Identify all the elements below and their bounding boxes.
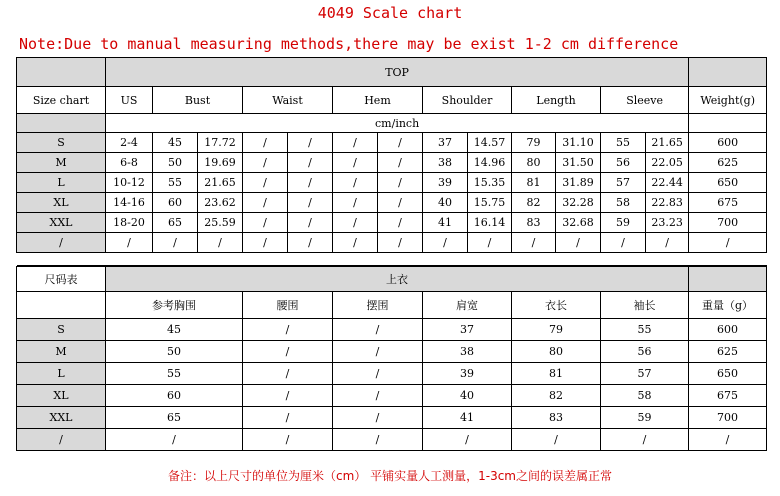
value-cell: 57: [601, 363, 689, 385]
table-row: [17, 385, 767, 407]
value-cell: /: [333, 341, 423, 363]
value-cell: /: [556, 233, 601, 253]
size-cell: M: [17, 153, 106, 173]
value-cell: 57: [601, 173, 646, 193]
value-cell: 58: [601, 193, 646, 213]
size-cell: M: [17, 341, 106, 363]
size-cell: XL: [17, 193, 106, 213]
size-cell: L: [17, 363, 106, 385]
value-cell: 65: [153, 213, 198, 233]
value-cell: /: [243, 153, 288, 173]
value-cell: 59: [601, 407, 689, 429]
value-cell: 31.89: [556, 173, 601, 193]
value-cell: 56: [601, 153, 646, 173]
value-cell: 55: [106, 363, 243, 385]
value-cell: 82: [512, 193, 556, 213]
value-cell: 60: [153, 193, 198, 213]
value-cell: /: [243, 193, 288, 213]
table1-body: [17, 133, 767, 253]
value-cell: 23.23: [646, 213, 689, 233]
size-cell: XXL: [17, 407, 106, 429]
value-cell: 22.05: [646, 153, 689, 173]
table-row: [17, 193, 767, 213]
table-row: [17, 233, 767, 253]
value-cell: 675: [689, 193, 767, 213]
header-waist: Waist: [243, 87, 333, 114]
value-cell: 79: [512, 133, 556, 153]
value-cell: 22.44: [646, 173, 689, 193]
value-cell: /: [378, 173, 423, 193]
table-row: [17, 173, 767, 193]
header-sleeve: Sleeve: [601, 87, 689, 114]
value-cell: 37: [423, 319, 512, 341]
value-cell: 80: [512, 341, 601, 363]
value-cell: /: [288, 193, 333, 213]
value-cell: /: [106, 233, 153, 253]
value-cell: /: [512, 429, 601, 451]
value-cell: 31.50: [556, 153, 601, 173]
value-cell: /: [243, 341, 333, 363]
value-cell: 55: [601, 133, 646, 153]
size-cell: /: [17, 429, 106, 451]
cn-corner-right: [689, 267, 767, 292]
value-cell: 23.62: [198, 193, 243, 213]
measurement-note: Note:Due to manual measuring methods,there may be exist 1-2 cm difference: [19, 35, 679, 53]
value-cell: /: [423, 233, 468, 253]
value-cell: 14.96: [468, 153, 512, 173]
header-length: Length: [512, 87, 601, 114]
value-cell: /: [333, 429, 423, 451]
value-cell: /: [646, 233, 689, 253]
table-row: [17, 363, 767, 385]
value-cell: /: [243, 429, 333, 451]
value-cell: 55: [601, 319, 689, 341]
value-cell: /: [689, 429, 767, 451]
cn-header-hem: 摆围: [333, 292, 423, 319]
value-cell: /: [601, 233, 646, 253]
value-cell: 18-20: [106, 213, 153, 233]
value-cell: 14.57: [468, 133, 512, 153]
value-cell: /: [243, 385, 333, 407]
value-cell: 21.65: [646, 133, 689, 153]
footer-note: 备注：以上尺寸的单位为厘米（cm） 平铺实量人工测量，1-3cm之间的误差属正常: [168, 469, 612, 483]
value-cell: /: [153, 233, 198, 253]
section-gap: [17, 253, 767, 266]
value-cell: 40: [423, 385, 512, 407]
unit-spacer: [17, 114, 106, 133]
cn-header-length: 衣长: [512, 292, 601, 319]
value-cell: 60: [106, 385, 243, 407]
value-cell: 600: [689, 319, 767, 341]
value-cell: /: [333, 133, 378, 153]
value-cell: /: [378, 133, 423, 153]
size-cell: L: [17, 173, 106, 193]
value-cell: 2-4: [106, 133, 153, 153]
table2-body: [17, 319, 767, 451]
value-cell: 41: [423, 407, 512, 429]
size-cell: /: [17, 233, 106, 253]
value-cell: 55: [153, 173, 198, 193]
cn-size-label: 尺码表: [17, 267, 106, 292]
value-cell: 81: [512, 363, 601, 385]
value-cell: 37: [423, 133, 468, 153]
value-cell: 83: [512, 407, 601, 429]
header-bust: Bust: [153, 87, 243, 114]
value-cell: 25.59: [198, 213, 243, 233]
corner-cell: [17, 58, 106, 87]
value-cell: /: [333, 363, 423, 385]
value-cell: 700: [689, 407, 767, 429]
value-cell: /: [288, 213, 333, 233]
value-cell: 41: [423, 213, 468, 233]
table-row: [17, 319, 767, 341]
header-weight: Weight(g): [689, 87, 767, 114]
value-cell: 17.72: [198, 133, 243, 153]
value-cell: /: [333, 173, 378, 193]
size-cell: XXL: [17, 213, 106, 233]
size-sheet: [16, 57, 766, 465]
value-cell: 21.65: [198, 173, 243, 193]
size-cell: S: [17, 319, 106, 341]
value-cell: /: [243, 213, 288, 233]
value-cell: 83: [512, 213, 556, 233]
value-cell: 15.35: [468, 173, 512, 193]
value-cell: 16.14: [468, 213, 512, 233]
value-cell: 625: [689, 341, 767, 363]
value-cell: /: [378, 213, 423, 233]
size-cell: XL: [17, 385, 106, 407]
value-cell: 675: [689, 385, 767, 407]
cn-header-waist: 腰围: [243, 292, 333, 319]
value-cell: /: [106, 429, 243, 451]
value-cell: /: [378, 193, 423, 213]
value-cell: 45: [153, 133, 198, 153]
value-cell: /: [288, 233, 333, 253]
value-cell: 6-8: [106, 153, 153, 173]
value-cell: 31.10: [556, 133, 601, 153]
value-cell: 32.28: [556, 193, 601, 213]
value-cell: /: [378, 233, 423, 253]
value-cell: 38: [423, 153, 468, 173]
header-us: US: [106, 87, 153, 114]
value-cell: 80: [512, 153, 556, 173]
cn-header-blank: [17, 292, 106, 319]
value-cell: /: [198, 233, 243, 253]
value-cell: /: [288, 173, 333, 193]
value-cell: /: [243, 407, 333, 429]
cn-header-bust: 参考胸围: [106, 292, 243, 319]
table-row: [17, 153, 767, 173]
value-cell: 65: [106, 407, 243, 429]
value-cell: 50: [106, 341, 243, 363]
corner-cell-right: [689, 58, 767, 87]
value-cell: /: [243, 233, 288, 253]
value-cell: /: [333, 319, 423, 341]
unit-label: cm/inch: [106, 114, 689, 133]
value-cell: /: [512, 233, 556, 253]
value-cell: /: [243, 363, 333, 385]
value-cell: /: [243, 319, 333, 341]
value-cell: /: [378, 153, 423, 173]
value-cell: 15.75: [468, 193, 512, 213]
value-cell: /: [333, 407, 423, 429]
value-cell: 600: [689, 133, 767, 153]
value-cell: 40: [423, 193, 468, 213]
cn-header-sleeve: 袖长: [601, 292, 689, 319]
value-cell: 50: [153, 153, 198, 173]
value-cell: 82: [512, 385, 601, 407]
value-cell: 59: [601, 213, 646, 233]
table-row: [17, 133, 767, 153]
cn-top-label: 上衣: [106, 267, 689, 292]
table-row: [17, 213, 767, 233]
value-cell: /: [288, 133, 333, 153]
header-hem: Hem: [333, 87, 423, 114]
size-table: [16, 57, 767, 266]
header-size-chart: Size chart: [17, 87, 106, 114]
value-cell: 700: [689, 213, 767, 233]
cn-header-weight: 重量（g）: [689, 292, 767, 319]
size-cell: S: [17, 133, 106, 153]
value-cell: 625: [689, 153, 767, 173]
value-cell: 58: [601, 385, 689, 407]
value-cell: 56: [601, 341, 689, 363]
value-cell: 22.83: [646, 193, 689, 213]
size-table-chinese: [16, 266, 767, 451]
value-cell: /: [601, 429, 689, 451]
value-cell: /: [689, 233, 767, 253]
value-cell: /: [243, 173, 288, 193]
table-row: [17, 341, 767, 363]
value-cell: /: [333, 193, 378, 213]
value-cell: 39: [423, 173, 468, 193]
table-row: [17, 407, 767, 429]
value-cell: /: [333, 233, 378, 253]
value-cell: 81: [512, 173, 556, 193]
value-cell: /: [333, 213, 378, 233]
value-cell: /: [333, 385, 423, 407]
value-cell: /: [468, 233, 512, 253]
value-cell: 39: [423, 363, 512, 385]
value-cell: 32.68: [556, 213, 601, 233]
value-cell: 10-12: [106, 173, 153, 193]
value-cell: /: [423, 429, 512, 451]
value-cell: 14-16: [106, 193, 153, 213]
value-cell: /: [333, 153, 378, 173]
table-row: [17, 429, 767, 451]
value-cell: 38: [423, 341, 512, 363]
value-cell: 650: [689, 173, 767, 193]
value-cell: 650: [689, 363, 767, 385]
value-cell: /: [243, 133, 288, 153]
value-cell: /: [288, 153, 333, 173]
value-cell: 79: [512, 319, 601, 341]
cn-header-shoulder: 肩宽: [423, 292, 512, 319]
unit-spacer-right: [689, 114, 767, 133]
value-cell: 19.69: [198, 153, 243, 173]
top-label: TOP: [106, 58, 689, 87]
value-cell: 45: [106, 319, 243, 341]
header-shoulder: Shoulder: [423, 87, 512, 114]
chart-title: 4049 Scale chart: [317, 4, 463, 22]
